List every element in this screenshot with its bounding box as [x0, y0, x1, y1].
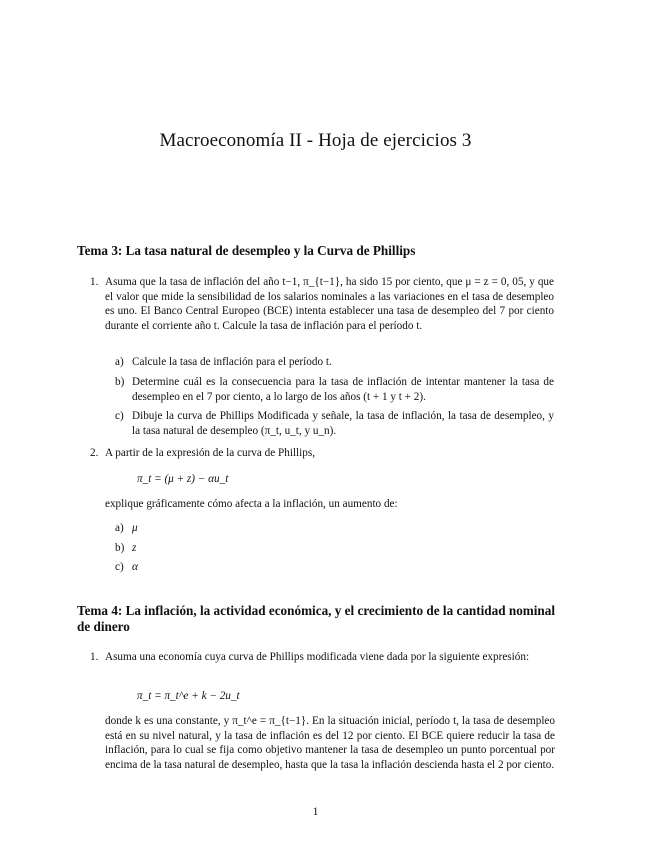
- exercise-number: 1.: [90, 651, 99, 663]
- page-number: 1: [312, 806, 319, 818]
- subitem-label: c): [115, 410, 124, 422]
- subitem-text: z: [132, 542, 137, 554]
- exercise-4-1: [90, 650, 554, 665]
- phillips-formula: π_t = (μ + z) − αu_t: [137, 473, 229, 485]
- subitem-3-2-c: [115, 560, 554, 575]
- document-title: Macroeconomía II - Hoja de ejercicios 3: [159, 130, 472, 151]
- subitem-3-1-b: [115, 375, 554, 404]
- exercise-intro: A partir de la expresión de la curva de Phillips,: [105, 447, 316, 459]
- exercise-followup: explique gráficamente cómo afecta a la inflación, un aumento de:: [105, 498, 398, 510]
- subitem-label: a): [115, 522, 124, 534]
- modified-phillips-formula: π_t = π_t^e + k − 2u_t: [137, 690, 240, 702]
- subitem-text: Calcule la tasa de inflación para el período t.: [132, 356, 332, 368]
- section-heading-tema3: Tema 3: La tasa natural de desempleo y la Curva de Phillips: [77, 243, 416, 258]
- subitem-3-1-a: [115, 355, 554, 370]
- exercise-3-1: [90, 275, 554, 333]
- subitem-text: Determine cuál es la consecuencia para la tasa de inflación de intentar mantener la tasa de desempleo en el 7 por ciento, a lo largo de los años (t + 1 y t + 2).: [132, 376, 554, 403]
- subitem-text: α: [132, 561, 138, 573]
- subitem-text: μ: [132, 522, 138, 534]
- section-heading-tema4: Tema 4: La inflación, la actividad económica, y el crecimiento de la cantidad nominal de dinero: [77, 603, 556, 634]
- subitem-label: b): [115, 376, 125, 388]
- subitem-text: Dibuje la curva de Phillips Modificada y señale, la tasa de inflación, la tasa de desempleo, y la tasa natural de desempleo (π_t, u_t, y u_n).: [132, 410, 554, 437]
- exercise-number: 2.: [90, 447, 99, 459]
- subitem-label: a): [115, 356, 124, 368]
- exercise-number: 1.: [90, 276, 99, 288]
- subitem-label: b): [115, 542, 125, 554]
- exercise-3-2: [90, 446, 554, 461]
- exercise-text: donde k es una constante, y π_t^e = π_{t−1}. En la situación inicial, período t, la tasa de desempleo está en su nivel natural, y la tasa de inflación es del 12 por ciento. El BCE quiere reducir la tasa de inflación, para lo cual se fija como objetivo mantener la tasa de desempleo un punto porcentual por encima de la tasa natural de desempleo, hasta que la tasa la inflación descienda hasta el 2 por ciento.: [105, 715, 555, 771]
- subitem-3-2-a: [115, 521, 554, 536]
- subitem-3-2-b: [115, 541, 554, 556]
- exercise-text: Asuma que la tasa de inflación del año t−1, π_{t−1}, ha sido 15 por ciento, que μ = z = 0, 05, y que el valor que mide la sensibilidad de los salarios nominales a las variaciones en el tasa de desempleo es uno. El Banco Central Europeo (BCE) intenta establecer una tasa de desempleo del 7 por ciento durante el corriente año t. Calcule la tasa de inflación para el período t.: [105, 276, 554, 332]
- subitem-label: c): [115, 561, 124, 573]
- subitem-3-1-c: [115, 409, 554, 438]
- exercise-intro: Asuma una economía cuya curva de Phillips modificada viene dada por la siguiente expresión:: [105, 651, 530, 663]
